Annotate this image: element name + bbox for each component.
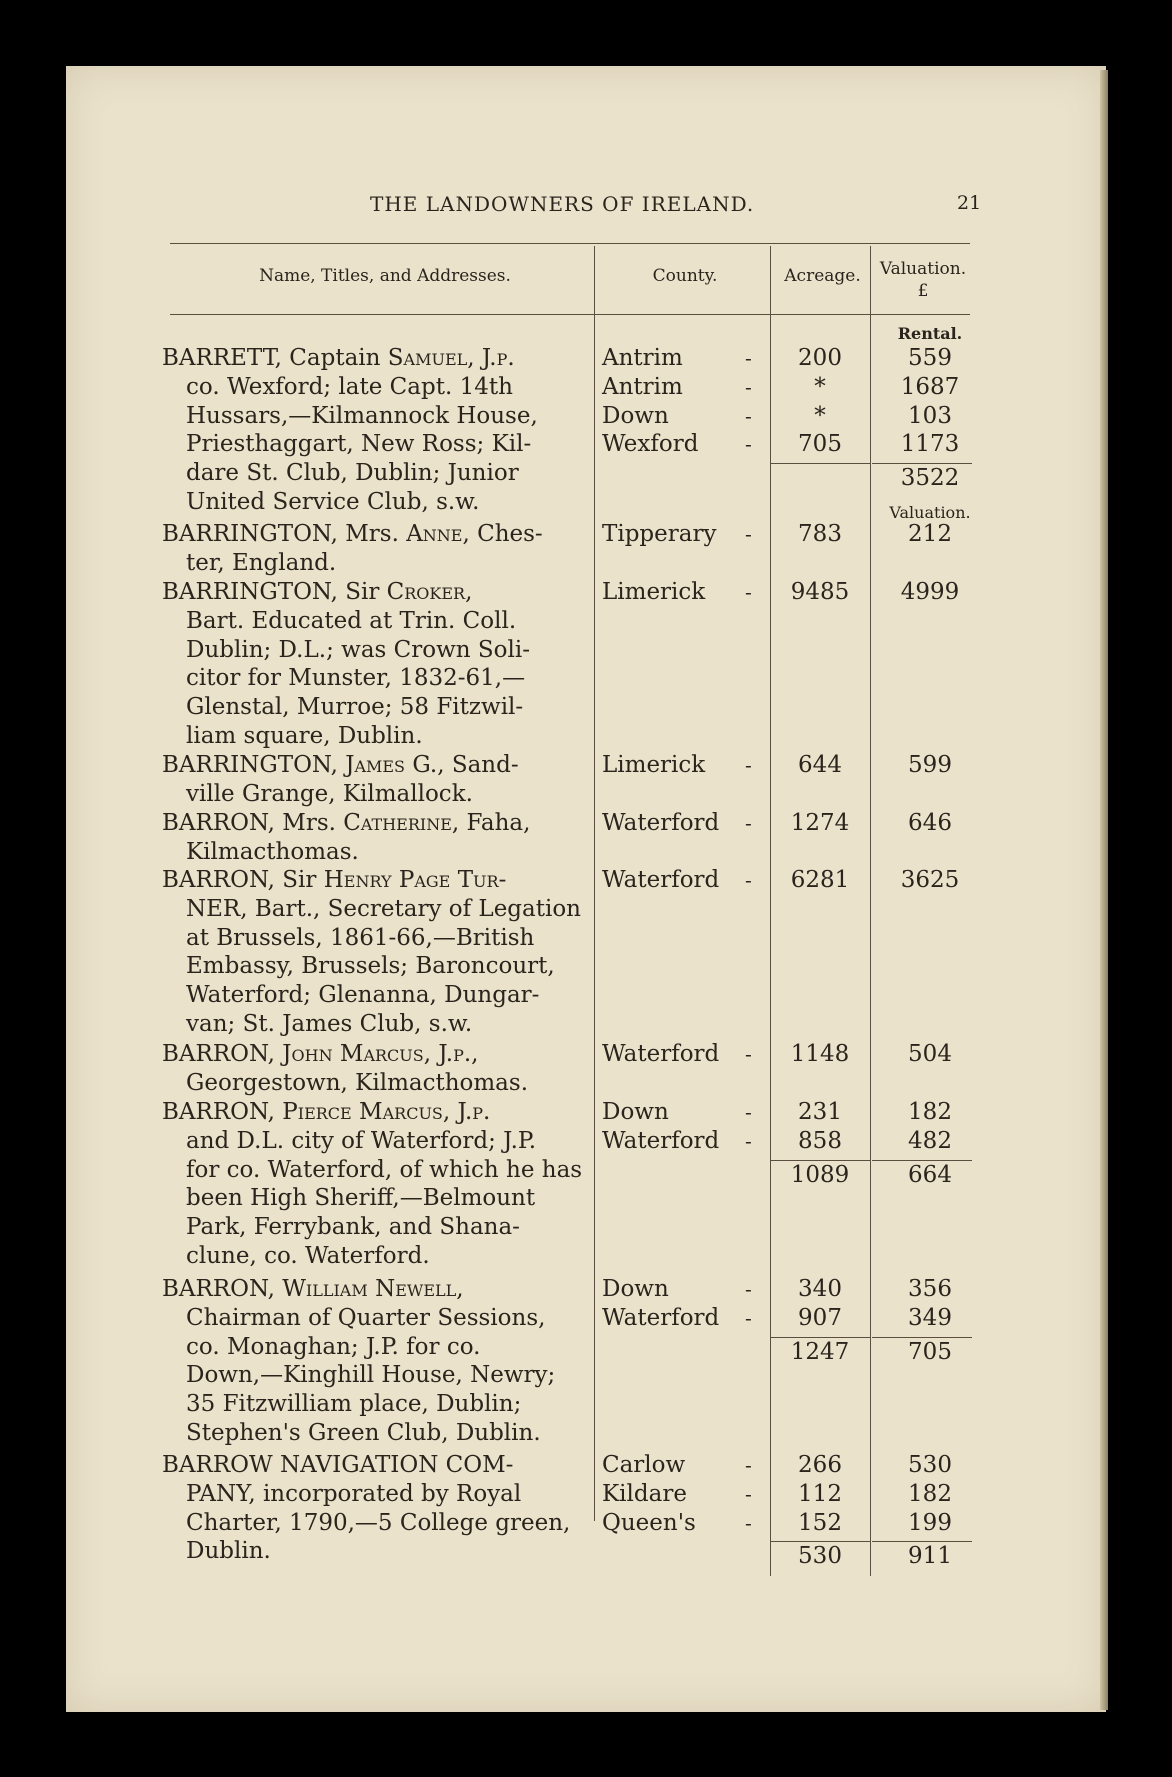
valuation-total: 664	[908, 1161, 952, 1188]
valuation-value: 356	[908, 1276, 952, 1302]
acreage-cell	[775, 520, 865, 549]
column-header-valuation	[873, 258, 973, 302]
acreage-cell	[775, 344, 865, 459]
county-cell	[602, 1451, 752, 1537]
valuation-value: 530	[908, 1452, 952, 1478]
name-line: liam square, Dublin.	[186, 722, 423, 749]
acreage-value: 152	[798, 1509, 842, 1536]
acreage-value: 644	[798, 752, 842, 778]
valuation-cell	[880, 344, 980, 459]
valuation-cell	[880, 866, 980, 895]
entry-name-address	[162, 1098, 583, 1271]
county-name: Wexford	[602, 431, 699, 458]
dash-leader	[745, 1040, 755, 1069]
acreage-cell	[775, 751, 865, 780]
acreage-value: 6281	[790, 867, 850, 893]
valuation-total-rule	[872, 463, 972, 464]
page-number: 21	[957, 192, 982, 214]
valuation-value: 212	[908, 521, 952, 547]
name-line: Kilmacthomas.	[186, 838, 359, 865]
valuation-value: 3625	[900, 867, 960, 893]
entry-name-address	[162, 578, 580, 751]
dash-leader	[745, 344, 755, 459]
entry-name-address	[162, 344, 580, 517]
entry-name-address	[162, 1275, 580, 1448]
given-name: J.p	[438, 1041, 464, 1067]
valuation-cell	[880, 1040, 980, 1069]
given-name: John	[282, 1041, 333, 1067]
county-cell	[602, 751, 752, 780]
valuation-total-rule	[872, 1160, 972, 1161]
acreage-value: 112	[798, 1480, 842, 1507]
given-name: Henry	[323, 867, 392, 893]
county-name: Waterford	[602, 1127, 720, 1154]
acreage-total: 1089	[790, 1161, 850, 1188]
name-line: BARRINGTON, Mrs. Anne, Ches-	[162, 521, 543, 547]
name-line: BARRON, Mrs. Catherine, Faha,	[162, 810, 531, 836]
entry-name-address	[162, 1040, 580, 1098]
name-line: Down,—Kinghill House, Newry;	[186, 1362, 556, 1389]
dash: -	[745, 1510, 752, 1535]
valuation-total: 705	[908, 1338, 952, 1365]
name-line: Glenstal, Murroe; 58 Fitzwil-	[186, 694, 524, 721]
name-line: dare St. Club, Dublin; Junior	[186, 460, 519, 487]
acreage-total-rule	[770, 1337, 870, 1338]
currency-symbol: £	[917, 281, 929, 301]
county-name: Kildare	[602, 1480, 687, 1507]
name-line: Dublin; D.L.; was Crown Soli-	[186, 636, 530, 663]
header-bottom-rule	[170, 314, 970, 315]
given-name: Samuel	[387, 345, 468, 371]
name-line: ville Grange, Kilmallock.	[186, 780, 473, 807]
valuation-total: 911	[908, 1543, 952, 1570]
name-line: BARRINGTON, James G., Sand-	[162, 752, 519, 778]
dash: -	[745, 1128, 752, 1153]
dash-leader	[745, 809, 755, 838]
valuation-cell	[880, 1098, 980, 1156]
name-line: Stephen's Green Club, Dublin.	[186, 1419, 541, 1446]
acreage-column-divider	[770, 246, 771, 1576]
name-line: Charter, 1790,—5 College green,	[186, 1509, 571, 1536]
dash: -	[745, 1305, 752, 1330]
given-name: Newell	[375, 1276, 457, 1302]
county-name: Waterford	[602, 1041, 720, 1067]
acreage-value: 858	[798, 1127, 842, 1154]
given-name: Page	[398, 867, 451, 893]
name-line: BARRINGTON, Sir Croker,	[162, 579, 473, 605]
entry-name-address	[162, 520, 580, 578]
entry-name-address	[162, 751, 580, 809]
valuation-value: 182	[908, 1480, 952, 1507]
valuation-value: 599	[908, 752, 952, 778]
valuation-cell	[880, 520, 980, 549]
county-name: Queen's	[602, 1509, 696, 1536]
county-name: Waterford	[602, 810, 720, 836]
dash: -	[745, 374, 752, 399]
header-top-rule	[170, 243, 970, 244]
name-line: Priesthaggart, New Ross; Kil-	[186, 431, 532, 458]
valuation-value: 4999	[900, 579, 960, 605]
dash-leader	[745, 520, 755, 549]
valuation-cell	[880, 1451, 980, 1537]
given-name: Catherine	[343, 810, 452, 836]
county-cell	[602, 809, 752, 838]
name-line: Dublin.	[186, 1538, 271, 1565]
given-name: Marcus	[339, 1041, 424, 1067]
acreage-cell	[775, 1275, 865, 1333]
acreage-value: 200	[798, 345, 842, 371]
acreage-cell	[775, 1040, 865, 1069]
name-line: and D.L. city of Waterford; J.P.	[186, 1127, 537, 1154]
county-name: Limerick	[602, 752, 706, 778]
name-line: BARRETT, Captain Samuel, J.p.	[162, 345, 515, 371]
given-name: Anne	[406, 521, 463, 547]
dash-leader	[745, 866, 755, 895]
dash: -	[745, 432, 752, 457]
county-name: Down	[602, 402, 669, 429]
acreage-total-rule	[770, 1160, 870, 1161]
dash-leader	[745, 1098, 755, 1156]
name-line: Waterford; Glenanna, Dungar-	[186, 982, 540, 1009]
name-line: BARRON, John Marcus, J.p.,	[162, 1041, 479, 1067]
name-line: NER, Bart., Secretary of Legation	[186, 895, 581, 922]
valuation-value: 349	[908, 1304, 952, 1331]
dash: -	[745, 1453, 752, 1477]
county-name: Antrim	[602, 373, 683, 400]
county-cell	[602, 520, 752, 549]
valuation-total-rule	[872, 1541, 972, 1542]
given-name: J.p	[481, 345, 508, 371]
dash-leader	[745, 1275, 755, 1333]
dash-leader	[745, 1451, 755, 1537]
dash: -	[745, 403, 752, 428]
name-line: Park, Ferrybank, and Shana-	[186, 1214, 520, 1241]
valuation-total-rule	[872, 1337, 972, 1338]
dash: -	[745, 522, 752, 546]
dash: -	[745, 1481, 752, 1506]
valuation-note: Valuation.	[889, 503, 971, 523]
acreage-total-rule	[770, 1541, 870, 1542]
valuation-cell	[880, 751, 980, 780]
name-line: for co. Waterford, of which he has	[186, 1156, 583, 1183]
given-name: J.p	[457, 1099, 484, 1125]
name-line: Bart. Educated at Trin. Coll.	[186, 607, 517, 634]
entry-name-address	[162, 1451, 580, 1566]
county-cell	[602, 344, 752, 459]
acreage-total: 1247	[790, 1338, 850, 1365]
name-line: BARRON, Pierce Marcus, J.p.	[162, 1099, 491, 1125]
column-header-name: Name, Titles, and Addresses.	[259, 266, 511, 286]
valuation-value: 482	[908, 1127, 952, 1154]
valuation-value: 182	[908, 1099, 952, 1125]
county-cell	[602, 866, 752, 895]
entry-name-address	[162, 866, 580, 1039]
name-line: co. Monaghan; J.P. for co.	[186, 1333, 481, 1360]
page-edge	[1100, 70, 1108, 1710]
valuation-column-divider	[870, 246, 871, 1576]
acreage-value: *	[814, 402, 826, 429]
valuation-cell	[880, 578, 980, 607]
county-name: Antrim	[602, 345, 683, 371]
acreage-value: 1274	[790, 810, 850, 836]
given-name: William	[282, 1276, 368, 1302]
valuation-cell	[880, 809, 980, 838]
dash: -	[745, 1042, 752, 1066]
name-line: Embassy, Brussels; Baroncourt,	[186, 953, 555, 980]
dash: -	[745, 346, 752, 370]
dash-leader	[745, 578, 755, 607]
name-line: been High Sheriff,—Belmount	[186, 1185, 536, 1212]
acreage-cell	[775, 866, 865, 895]
county-name: Waterford	[602, 867, 720, 893]
valuation-cell	[880, 1275, 980, 1333]
name-line: Chairman of Quarter Sessions,	[186, 1304, 546, 1331]
name-line: at Brussels, 1861-66,—British	[186, 924, 535, 951]
rental-note: Rental.	[897, 324, 963, 343]
dash: -	[745, 868, 752, 892]
county-column-divider	[594, 246, 595, 1521]
name-line: BARRON, William Newell,	[162, 1276, 464, 1302]
acreage-value: 1148	[790, 1041, 850, 1067]
dash: -	[745, 1100, 752, 1124]
acreage-cell	[775, 1451, 865, 1537]
given-name: Tur	[457, 867, 499, 893]
name-line: BARROW NAVIGATION COM-	[162, 1452, 514, 1478]
acreage-value: 9485	[790, 579, 850, 605]
valuation-value: 199	[908, 1509, 952, 1536]
valuation-value: 1687	[900, 373, 960, 400]
name-line: Georgestown, Kilmacthomas.	[186, 1069, 529, 1096]
acreage-value: 705	[798, 431, 842, 458]
given-name: Croker	[386, 579, 466, 605]
acreage-cell	[775, 578, 865, 607]
name-line: clune, co. Waterford.	[186, 1242, 430, 1269]
county-name: Down	[602, 1099, 669, 1125]
acreage-value: *	[814, 373, 826, 400]
name-line: Hussars,—Kilmannock House,	[186, 402, 538, 429]
name-line: BARRON, Sir Henry Page Tur-	[162, 867, 507, 893]
acreage-value: 340	[798, 1276, 842, 1302]
name-line: PANY, incorporated by Royal	[186, 1480, 522, 1507]
dash: -	[745, 753, 752, 777]
county-name: Tipperary	[602, 521, 717, 547]
valuation-value: 103	[908, 402, 952, 429]
name-line: co. Wexford; late Capt. 14th	[186, 373, 513, 400]
name-line: van; St. James Club, s.w.	[186, 1010, 473, 1037]
name-line: citor for Munster, 1832-61,—	[186, 665, 526, 692]
valuation-value: 646	[908, 810, 952, 836]
acreage-value: 783	[798, 521, 842, 547]
dash: -	[745, 1277, 752, 1301]
county-name: Limerick	[602, 579, 706, 605]
county-cell	[602, 1040, 752, 1069]
valuation-value: 504	[908, 1041, 952, 1067]
county-cell	[602, 1098, 752, 1156]
acreage-value: 907	[798, 1304, 842, 1331]
acreage-cell	[775, 809, 865, 838]
name-line: ter, England.	[186, 549, 337, 576]
given-name: Marcus	[359, 1099, 443, 1125]
given-name: James	[345, 752, 406, 778]
valuation-label: Valuation.	[879, 259, 967, 279]
column-header-acreage: Acreage.	[784, 266, 861, 286]
county-name: Waterford	[602, 1304, 720, 1331]
acreage-total: 530	[798, 1543, 842, 1570]
dash: -	[745, 811, 752, 835]
county-cell	[602, 1275, 752, 1333]
acreage-cell	[775, 1098, 865, 1156]
county-cell	[602, 578, 752, 607]
dash: -	[745, 580, 752, 604]
name-line: United Service Club, s.w.	[186, 488, 480, 515]
acreage-value: 266	[798, 1452, 842, 1478]
valuation-value: 1173	[900, 431, 960, 458]
acreage-value: 231	[798, 1099, 842, 1125]
valuation-total: 3522	[900, 465, 960, 492]
given-name: Pierce	[282, 1099, 352, 1125]
dash-leader	[745, 751, 755, 780]
running-head: THE LANDOWNERS OF IRELAND.	[370, 192, 755, 216]
name-line: 35 Fitzwilliam place, Dublin;	[186, 1391, 522, 1418]
valuation-value: 559	[908, 345, 952, 371]
acreage-total-rule	[770, 463, 870, 464]
county-name: Down	[602, 1276, 669, 1302]
entry-name-address	[162, 809, 580, 867]
column-header-county: County.	[652, 266, 718, 286]
county-name: Carlow	[602, 1452, 686, 1478]
